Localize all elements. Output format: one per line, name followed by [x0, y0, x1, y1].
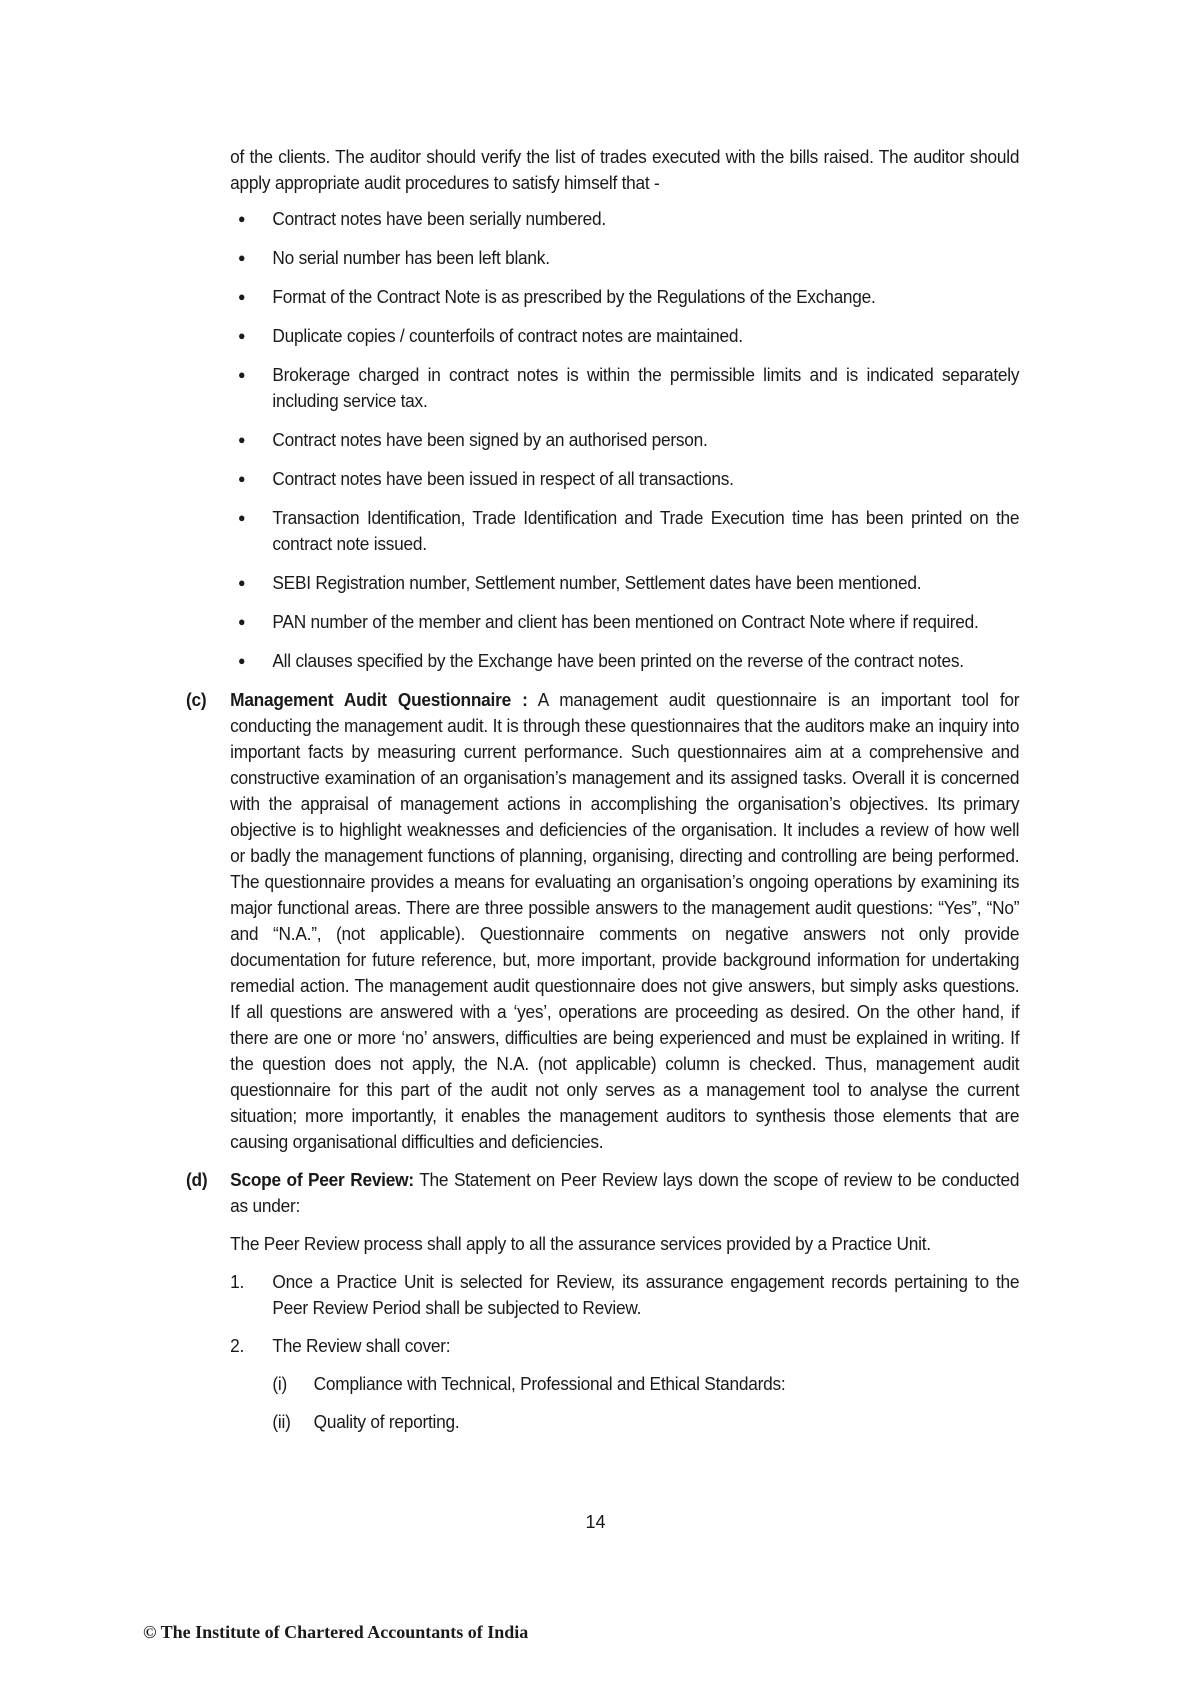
list-item	[186, 1371, 1019, 1397]
bullet-icon: ●	[238, 211, 246, 226]
section-heading: Scope of Peer Review:	[230, 1170, 414, 1190]
section-heading: Management Audit Questionnaire :	[230, 690, 528, 710]
bullet-icon: ●	[238, 289, 246, 304]
list-item-text: Duplicate copies / counterfoils of contract notes are maintained.	[272, 326, 743, 346]
bullet-icon: ●	[238, 575, 246, 590]
page-number: 14	[585, 1512, 606, 1532]
bullet-icon: ●	[238, 367, 246, 382]
peer-review-scope-list	[186, 1269, 1019, 1359]
section-label: (d)	[186, 1170, 208, 1190]
contract-note-checklist	[186, 206, 1019, 674]
list-item-text: Brokerage charged in contract notes is within the permissible limits and is indicated separately including service tax.	[272, 365, 1020, 411]
list-item-text: Contract notes have been serially numbered.	[272, 209, 606, 229]
section-scope-of-peer-review	[186, 1167, 1019, 1219]
list-item-text: All clauses specified by the Exchange have been printed on the reverse of the contract notes.	[272, 651, 964, 671]
list-item	[186, 323, 1019, 349]
document-body	[186, 144, 1019, 1447]
item-number: 1.	[230, 1272, 245, 1292]
list-item	[186, 427, 1019, 453]
bullet-icon: ●	[238, 471, 246, 486]
list-item	[186, 1269, 1019, 1321]
bullet-icon: ●	[238, 432, 246, 447]
item-number: (i)	[272, 1374, 288, 1394]
list-item	[186, 206, 1019, 232]
list-item-text: Once a Practice Unit is selected for Review, its assurance engagement records pertaining to the Peer Review Period shall be subjected to Review.	[272, 1272, 1020, 1318]
intro-paragraph: of the clients. The auditor should verify the list of trades executed with the bills raised. The auditor should apply appropriate audit procedures to satisfy himself that -	[230, 147, 1020, 193]
list-item	[186, 505, 1019, 557]
list-item	[186, 245, 1019, 271]
bullet-icon: ●	[238, 614, 246, 629]
list-item	[186, 609, 1019, 635]
list-item-text: No serial number has been left blank.	[272, 248, 550, 268]
section-body: The Statement on Peer Review lays down the scope of review to be conducted as under:	[230, 1170, 1020, 1216]
list-item-text: Contract notes have been issued in respect of all transactions.	[272, 469, 734, 489]
list-item	[186, 466, 1019, 492]
list-item	[186, 362, 1019, 414]
bullet-icon: ●	[238, 510, 246, 525]
bullet-icon: ●	[238, 653, 246, 668]
item-number: (ii)	[272, 1412, 291, 1432]
list-item-text: Transaction Identification, Trade Identification and Trade Execution time has been printed on the contract note issued.	[272, 508, 1020, 554]
list-item	[186, 648, 1019, 674]
list-item-text: The Review shall cover:	[272, 1336, 451, 1356]
list-item	[186, 1333, 1019, 1359]
section-label: (c)	[186, 690, 207, 710]
bullet-icon: ●	[238, 328, 246, 343]
bullet-icon: ●	[238, 250, 246, 265]
section-management-audit-questionnaire	[186, 687, 1019, 1155]
review-coverage-list	[186, 1371, 1019, 1435]
list-item-text: Compliance with Technical, Professional and Ethical Standards:	[313, 1374, 786, 1394]
list-item	[186, 570, 1019, 596]
list-item-text: PAN number of the member and client has been mentioned on Contract Note where if required.	[272, 612, 979, 632]
section-body: A management audit questionnaire is an important tool for conducting the management audit. It is through these questionnaires that the auditors make an inquiry into important facts by measuring current performance. Such questionnaires aim at a comprehensive and constructive examination of an organisation’s management and its assigned tasks. Overall it is concerned with the appraisal of management actions in accomplishing the organisation’s objectives. Its primary objective is to highlight weaknesses and deficiencies of the organisation. It includes a review of how well or badly the management functions of planning, organising, directing and controlling are being performed. The questionnaire provides a means for evaluating an organisation’s ongoing operations by examining its major functional areas. There are three possible answers to the management audit questions: “Yes”, “No” and “N.A.”, (not applicable). Questionnaire comments on negative answers not only provide documentation for future reference, but, more important, provide background information for undertaking remedial action. The management audit questionnaire does not give answers, but simply asks questions. If all questions are answered with a ‘yes’, operations are proceeding as desired. On the other hand, if there are one or more ‘no’ answers, difficulties are being experienced and must be explained in writing. If the question does not apply, the N.A. (not applicable) column is checked. Thus, management audit questionnaire for this part of the audit not only serves as a management tool to analyse the current situation; more importantly, it enables the management auditors to synthesis those elements that are causing organisational difficulties and deficiencies.	[230, 690, 1020, 1152]
list-item	[186, 284, 1019, 310]
list-item	[186, 1409, 1019, 1435]
list-item-text: Quality of reporting.	[313, 1412, 460, 1432]
list-item-text: SEBI Registration number, Settlement number, Settlement dates have been mentioned.	[272, 573, 922, 593]
peer-review-process-text: The Peer Review process shall apply to all the assurance services provided by a Practice Unit.	[230, 1234, 931, 1254]
item-number: 2.	[230, 1336, 245, 1356]
list-item-text: Format of the Contract Note is as prescribed by the Regulations of the Exchange.	[272, 287, 876, 307]
list-item-text: Contract notes have been signed by an authorised person.	[272, 430, 708, 450]
copyright-footer: © The Institute of Chartered Accountants of India	[143, 1622, 529, 1642]
